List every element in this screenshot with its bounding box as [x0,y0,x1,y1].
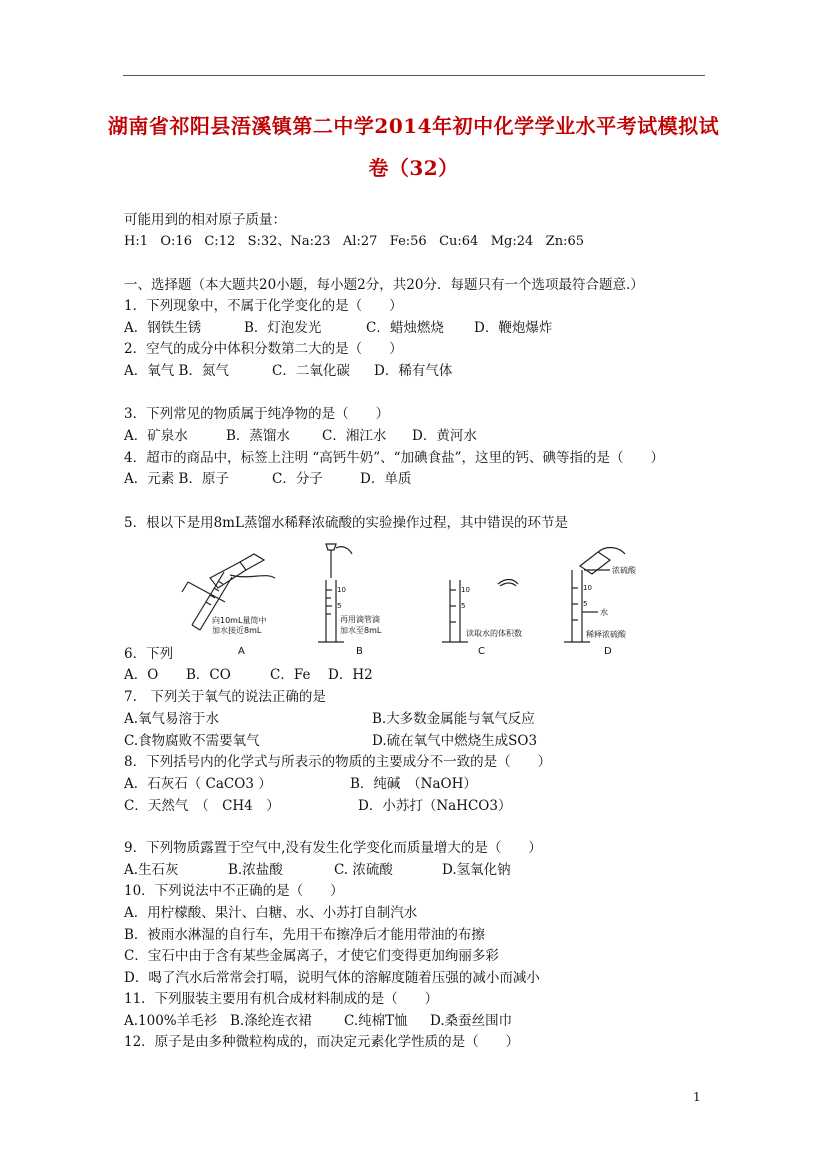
figure-a-caption: 加水接近8mL [212,626,262,635]
option: D．喝了汽水后常常会打嗝，说明气体的溶解度随着压强的减小而减小 [124,970,540,986]
figure-label: B [356,646,363,657]
option: D．稀有气体 [374,363,453,379]
option: B．CO [186,667,231,683]
figure-c-caption: 读取水的体积数 [466,629,522,638]
option: A.氧气易溶于水 [124,711,220,727]
option: C. 浓硫酸 [334,862,393,878]
option: A.100%羊毛衫 [124,1013,218,1029]
option: D.氢氧化钠 [442,862,511,878]
option: B．蒸馏水 [226,428,290,444]
atomic-mass-values: H:1 O:16 C:12 S:32、Na:23 Al:27 Fe:56 Cu:64 Mg:24 Zn:65 [124,234,585,249]
page-title-line2: 卷（32） [368,156,459,180]
option: A．矿泉水 [124,428,188,444]
option: A．用柠檬酸、果汁、白糖、水、小苏打自制汽水 [124,905,418,921]
tick-label: 10 [583,584,592,592]
option: C．天然气 （ CH4 ） [124,798,280,814]
question-stem: 7. 下列关于氧气的说法正确的是 [124,689,326,705]
question-stem: 4．超市的商品中，标签上注明 “高钙牛奶”、“加碘食盐”，这里的钙、碘等指的是（ ） [124,450,664,466]
option: D．H2 [328,667,373,683]
option: D．小苏打（NaHCO3） [358,798,512,814]
option: C.纯棉T恤 [344,1013,408,1029]
tick-label: 5 [337,602,342,610]
question-stem: 5．根以下是用8mL蒸馏水稀释浓硫酸的实验操作过程，其中错误的环节是 [124,515,568,531]
question-stem: 11．下列服装主要用有机合成材料制成的是（ ） [124,991,439,1007]
question-stem: 10．下列说法中不正确的是（ ） [124,883,344,899]
option: A.生石灰 [124,862,179,878]
option: A．O [124,667,159,683]
question-stem: 6．下列 [124,646,174,662]
atomic-mass-label: 可能用到的相对原子质量： [124,212,286,228]
figure-b-caption: 加水至8mL [340,626,382,635]
option: C．分子 [272,471,323,487]
option: B．灯泡发光 [244,320,322,336]
option: A．钢铁生锈 [124,320,202,336]
question-stem: 8．下列括号内的化学式与所表示的物质的主要成分不一致的是（ ） [124,754,552,770]
page-title: 湖南省祁阳县浯溪镇第二中学2014年初中化学学业水平考试模拟试 [107,114,720,138]
option: C．湘江水 [322,428,387,444]
figure-label: C [478,646,485,657]
option: B．纯碱 （NaOH） [350,776,477,792]
option: D．鞭炮爆炸 [474,320,553,336]
option: A．氧气 B．氮气 [124,363,229,379]
tick-label: 5 [461,602,466,610]
option: C．Fe [270,667,311,683]
section-heading: 一、选择题（本大题共20小题，每小题2分，共20分．每题只有一个选项最符合题意.） [124,277,644,293]
option: D．黄河水 [412,428,477,444]
option: A．元素 B．原子 [124,471,229,487]
option: C．蜡烛燃烧 [366,320,444,336]
question-stem: 1．下列现象中，不属于化学变化的是（ ） [124,298,403,314]
option: B.涤纶连衣裙 [230,1013,312,1029]
tick-label: 5 [583,600,588,608]
option: B．被雨水淋湿的自行车，先用干布擦净后才能用带油的布擦 [124,927,485,943]
figure-d-acid-label: 浓硫酸 [612,566,636,575]
option: B.浓盐酸 [228,862,283,878]
question-stem: 3．下列常见的物质属于纯净物的是（ ） [124,406,390,422]
experiment-figure [180,540,650,660]
figure-a-caption: 向10mL量筒中 [212,616,267,625]
question-stem: 2．空气的成分中体积分数第二大的是（ ） [124,341,403,357]
option: D．单质 [360,471,412,487]
figure-label: A [238,646,245,657]
tick-label: 10 [337,586,346,594]
option: D.硫在氧气中燃烧生成SO3 [372,733,538,749]
option: B.大多数金属能与氧气反应 [372,711,535,727]
option: C．宝石中由于含有某些金属离子，才使它们变得更加绚丽多彩 [124,948,499,964]
question-stem: 9．下列物质露置于空气中,没有发生化学变化而质量增大的是（ ） [124,840,542,856]
question-stem: 12．原子是由多种微粒构成的，而决定元素化学性质的是（ ） [124,1034,520,1050]
option: A．石灰石（ CaCO3 ） [124,776,272,792]
option: D.桑蚕丝围巾 [430,1013,513,1029]
figure-d-water-label: 水 [600,608,608,617]
tick-label: 10 [461,586,470,594]
figure-b-caption: 再用滴管滴 [340,615,380,624]
figure-d-caption: 稀释浓硫酸 [586,630,626,639]
option: C．二氧化碳 [272,363,350,379]
header-rule [123,75,705,76]
page-number: 1 [693,1090,701,1104]
option: C.食物腐败不需要氧气 [124,733,260,749]
figure-d [564,548,625,642]
figure-label: D [604,646,612,657]
